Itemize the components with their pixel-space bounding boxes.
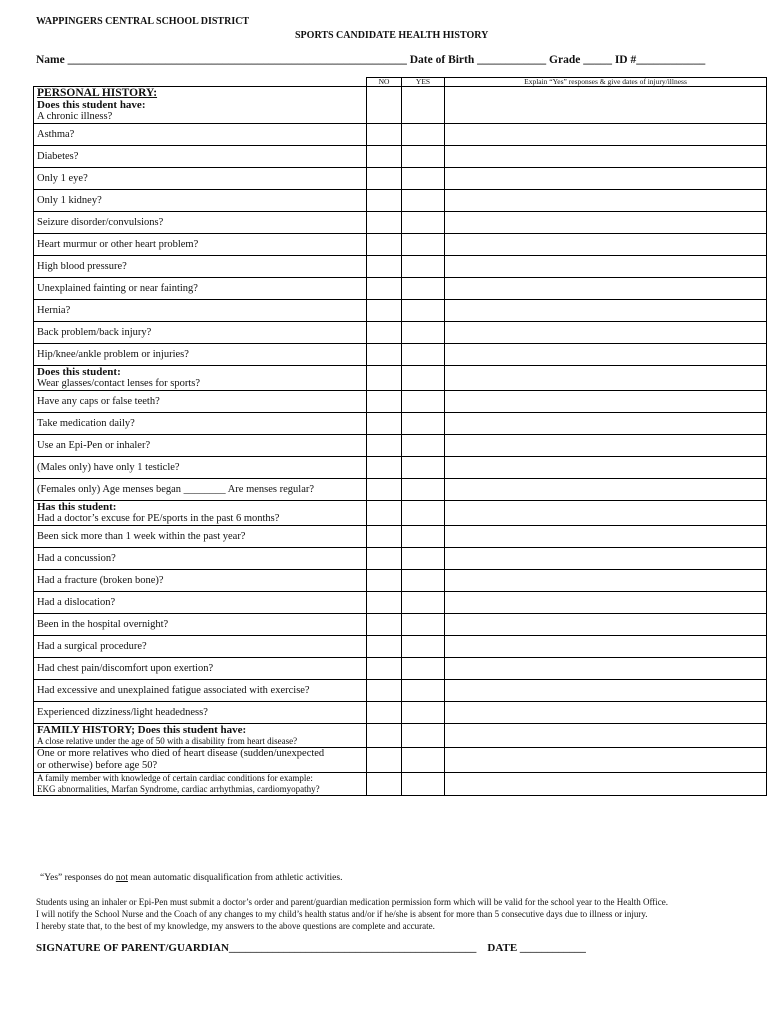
question-cell [34, 366, 367, 391]
explain-input-cell[interactable] [445, 344, 767, 366]
yes-checkbox-cell[interactable] [402, 124, 445, 146]
table-row [34, 190, 767, 212]
col-no-header: NO [367, 78, 402, 87]
question-text: Unexplained fainting or near fainting? [37, 282, 198, 294]
table-row [34, 570, 767, 592]
question-cell [34, 658, 367, 680]
yes-checkbox-cell[interactable] [402, 526, 445, 548]
dob-field[interactable]: ____________ [477, 54, 547, 66]
section-heading-personal: PERSONAL HISTORY: [37, 87, 158, 99]
table-row [34, 592, 767, 614]
table-row [34, 413, 767, 435]
question-cell [34, 168, 367, 190]
col-explain-header: Explain “Yes” responses & give dates of injury/illness [445, 78, 767, 87]
table-row [34, 479, 767, 501]
yes-checkbox-cell[interactable] [402, 702, 445, 724]
table-row [34, 773, 767, 796]
explain-input-cell[interactable] [445, 322, 767, 344]
table-row [34, 748, 767, 773]
yes-checkbox-cell[interactable] [402, 658, 445, 680]
question-cell [34, 748, 367, 773]
no-checkbox-cell[interactable] [367, 592, 402, 614]
explain-input-cell[interactable] [445, 168, 767, 190]
yes-checkbox-cell[interactable] [402, 479, 445, 501]
yes-checkbox-cell[interactable] [402, 457, 445, 479]
no-checkbox-cell[interactable] [367, 702, 402, 724]
no-checkbox-cell[interactable] [367, 570, 402, 592]
no-checkbox-cell[interactable] [367, 658, 402, 680]
explain-input-cell[interactable] [445, 592, 767, 614]
explain-input-cell[interactable] [445, 190, 767, 212]
grade-label: Grade [549, 54, 581, 66]
question-text: (Females only) Age menses began ________ Are menses regular? [37, 483, 315, 495]
explain-input-cell[interactable] [445, 773, 767, 796]
explain-input-cell[interactable] [445, 278, 767, 300]
no-checkbox-cell[interactable] [367, 300, 402, 322]
question-cell [34, 548, 367, 570]
accuracy-statement: I hereby state that, to the best of my knowledge, my answers to the above questions are complete and accurate. [36, 921, 435, 931]
yes-checkbox-cell[interactable] [402, 344, 445, 366]
no-checkbox-cell[interactable] [367, 168, 402, 190]
question-cell [34, 501, 367, 526]
question-cell [34, 124, 367, 146]
yes-checkbox-cell[interactable] [402, 570, 445, 592]
question-cell [34, 212, 367, 234]
question-cell [34, 435, 367, 457]
explain-input-cell[interactable] [445, 658, 767, 680]
explain-input-cell[interactable] [445, 87, 767, 124]
question-cell [34, 680, 367, 702]
no-checkbox-cell[interactable] [367, 124, 402, 146]
no-checkbox-cell[interactable] [367, 435, 402, 457]
yes-checkbox-cell[interactable] [402, 614, 445, 636]
dob-label: Date of Birth [409, 54, 475, 66]
notify-statement: I will notify the School Nurse and the Coach of any changes to my child’s health status and/or if he/she is absent for more than 5 consecutive days due to illness or injury. [36, 909, 648, 919]
yes-checkbox-cell[interactable] [402, 592, 445, 614]
question-text: Take medication daily? [37, 417, 135, 429]
section-heading-student: Does this student: [37, 366, 121, 378]
question-cell [34, 413, 367, 435]
no-checkbox-cell[interactable] [367, 146, 402, 168]
table-row [34, 724, 767, 748]
yes-checkbox-cell[interactable] [402, 300, 445, 322]
no-checkbox-cell[interactable] [367, 636, 402, 658]
explain-input-cell[interactable] [445, 724, 767, 748]
question-cell [34, 256, 367, 278]
table-row [34, 614, 767, 636]
explain-input-cell[interactable] [445, 413, 767, 435]
explain-input-cell[interactable] [445, 366, 767, 391]
explain-input-cell[interactable] [445, 212, 767, 234]
no-checkbox-cell[interactable] [367, 773, 402, 796]
section-heading-family: FAMILY HISTORY; Does this student have: [37, 724, 247, 736]
question-text: Wear glasses/contact lenses for sports? [37, 378, 201, 389]
section-heading-has: Has this student: [37, 501, 117, 513]
student-info-row [36, 54, 705, 66]
no-checkbox-cell[interactable] [367, 526, 402, 548]
question-cell [34, 614, 367, 636]
question-cell [34, 702, 367, 724]
header-blank-cell [34, 78, 367, 87]
question-text: Had a surgical procedure? [37, 640, 147, 652]
yes-checkbox-cell[interactable] [402, 190, 445, 212]
question-text: Have any caps or false teeth? [37, 395, 160, 407]
question-cell [34, 146, 367, 168]
question-text: Seizure disorder/convulsions? [37, 216, 164, 228]
question-cell [34, 636, 367, 658]
question-text: Been sick more than 1 week within the past year? [37, 530, 246, 542]
no-checkbox-cell[interactable] [367, 479, 402, 501]
table-row [34, 435, 767, 457]
explain-input-cell[interactable] [445, 256, 767, 278]
no-checkbox-cell[interactable] [367, 391, 402, 413]
question-cell [34, 391, 367, 413]
explain-input-cell[interactable] [445, 435, 767, 457]
no-checkbox-cell[interactable] [367, 548, 402, 570]
yes-checkbox-cell[interactable] [402, 391, 445, 413]
question-cell [34, 87, 367, 124]
explain-input-cell[interactable] [445, 614, 767, 636]
no-checkbox-cell[interactable] [367, 614, 402, 636]
yes-checkbox-cell[interactable] [402, 636, 445, 658]
explain-input-cell[interactable] [445, 702, 767, 724]
table-row [34, 457, 767, 479]
explain-input-cell[interactable] [445, 636, 767, 658]
no-checkbox-cell[interactable] [367, 457, 402, 479]
question-cell [34, 724, 367, 748]
question-text: Asthma? [37, 128, 75, 140]
explain-input-cell[interactable] [445, 548, 767, 570]
question-text: Had a dislocation? [37, 596, 116, 608]
no-checkbox-cell[interactable] [367, 87, 402, 124]
question-cell [34, 570, 367, 592]
health-history-table [33, 77, 767, 796]
question-text: Only 1 kidney? [37, 194, 102, 206]
no-checkbox-cell[interactable] [367, 190, 402, 212]
consent-paragraph [36, 896, 761, 932]
question-text: Had a doctor’s excuse for PE/sports in the past 6 months? [37, 513, 280, 524]
col-yes-header: YES [402, 78, 445, 87]
no-checkbox-cell[interactable] [367, 501, 402, 526]
no-checkbox-cell[interactable] [367, 234, 402, 256]
explain-input-cell[interactable] [445, 680, 767, 702]
table-row [34, 548, 767, 570]
explain-input-cell[interactable] [445, 391, 767, 413]
question-text: Only 1 eye? [37, 172, 88, 184]
table-row [34, 322, 767, 344]
table-row [34, 87, 767, 124]
table-row [34, 344, 767, 366]
table-row [34, 256, 767, 278]
section-subheading: Does this student have: [37, 99, 146, 111]
explain-input-cell[interactable] [445, 748, 767, 773]
question-text: (Males only) have only 1 testicle? [37, 461, 180, 473]
explain-input-cell[interactable] [445, 479, 767, 501]
table-row [34, 300, 767, 322]
question-text: or otherwise) before age 50? [37, 760, 158, 771]
table-row [34, 146, 767, 168]
no-checkbox-cell[interactable] [367, 724, 402, 748]
explain-input-cell[interactable] [445, 457, 767, 479]
no-checkbox-cell[interactable] [367, 748, 402, 773]
yes-checkbox-cell[interactable] [402, 748, 445, 773]
yes-checkbox-cell[interactable] [402, 366, 445, 391]
explain-input-cell[interactable] [445, 146, 767, 168]
yes-response-note: “Yes” responses do not mean automatic disqualification from athletic activities. [40, 873, 343, 883]
table-row [34, 234, 767, 256]
question-text: Had chest pain/discomfort upon exertion? [37, 662, 214, 674]
yes-checkbox-cell[interactable] [402, 773, 445, 796]
no-checkbox-cell[interactable] [367, 344, 402, 366]
no-checkbox-cell[interactable] [367, 413, 402, 435]
question-cell [34, 526, 367, 548]
yes-checkbox-cell[interactable] [402, 548, 445, 570]
table-row [34, 278, 767, 300]
table-row [34, 212, 767, 234]
no-checkbox-cell[interactable] [367, 680, 402, 702]
question-text: Hernia? [37, 304, 71, 316]
question-cell [34, 190, 367, 212]
question-cell [34, 479, 367, 501]
question-cell [34, 457, 367, 479]
explain-input-cell[interactable] [445, 570, 767, 592]
signature-field[interactable]: _____________________________________________ [228, 942, 477, 954]
question-text: One or more relatives who died of heart disease (sudden/unexpected [37, 748, 325, 759]
no-checkbox-cell[interactable] [367, 256, 402, 278]
yes-checkbox-cell[interactable] [402, 168, 445, 190]
question-text: Back problem/back injury? [37, 326, 152, 338]
no-checkbox-cell[interactable] [367, 366, 402, 391]
table-row [34, 636, 767, 658]
question-cell [34, 278, 367, 300]
grade-field[interactable]: _____ [583, 54, 612, 66]
question-text: Use an Epi-Pen or inhaler? [37, 439, 151, 451]
yes-checkbox-cell[interactable] [402, 322, 445, 344]
table-row [34, 526, 767, 548]
question-text: High blood pressure? [37, 260, 127, 272]
question-text: EKG abnormalities, Marfan Syndrome, cardiac arrhythmias, cardiomyopathy? [37, 784, 320, 794]
district-name: WAPPINGERS CENTRAL SCHOOL DISTRICT [36, 16, 250, 27]
question-text: Diabetes? [37, 150, 79, 162]
signature-label: SIGNATURE OF PARENT/GUARDIAN [36, 942, 229, 954]
question-cell [34, 234, 367, 256]
name-label: Name [36, 54, 65, 66]
yes-checkbox-cell[interactable] [402, 87, 445, 124]
question-text: Had a concussion? [37, 552, 116, 564]
question-text: A chronic illness? [37, 111, 113, 122]
explain-input-cell[interactable] [445, 124, 767, 146]
explain-input-cell[interactable] [445, 234, 767, 256]
yes-checkbox-cell[interactable] [402, 256, 445, 278]
question-cell [34, 322, 367, 344]
id-field[interactable]: ____________ [636, 54, 706, 66]
yes-checkbox-cell[interactable] [402, 146, 445, 168]
yes-checkbox-cell[interactable] [402, 278, 445, 300]
no-checkbox-cell[interactable] [367, 278, 402, 300]
yes-checkbox-cell[interactable] [402, 435, 445, 457]
question-text: Had excessive and unexplained fatigue associated with exercise? [37, 684, 310, 696]
explain-input-cell[interactable] [445, 526, 767, 548]
question-text: Been in the hospital overnight? [37, 618, 169, 630]
question-cell [34, 344, 367, 366]
table-row [34, 702, 767, 724]
explain-input-cell[interactable] [445, 501, 767, 526]
inhaler-statement: Students using an inhaler or Epi-Pen must submit a doctor’s order and parent/guardian medication permission form which will be valid for the school year to the Health Office. [36, 897, 669, 907]
question-cell [34, 592, 367, 614]
table-header-row [34, 78, 767, 87]
table-row [34, 658, 767, 680]
question-text: A close relative under the age of 50 with a disability from heart disease? [37, 736, 298, 746]
yes-checkbox-cell[interactable] [402, 212, 445, 234]
date-field[interactable]: ____________ [519, 942, 586, 954]
form-title: SPORTS CANDIDATE HEALTH HISTORY [295, 30, 489, 41]
no-checkbox-cell[interactable] [367, 212, 402, 234]
question-cell [34, 773, 367, 796]
question-text: A family member with knowledge of certain cardiac conditions for example: [37, 773, 313, 783]
table-row [34, 168, 767, 190]
question-text: Hip/knee/ankle problem or injuries? [37, 348, 189, 360]
table-row [34, 124, 767, 146]
table-row [34, 391, 767, 413]
question-cell [34, 300, 367, 322]
yes-checkbox-cell[interactable] [402, 680, 445, 702]
table-row [34, 501, 767, 526]
question-text: Experienced dizziness/light headedness? [37, 706, 208, 718]
table-row [34, 680, 767, 702]
id-label: ID # [614, 54, 637, 66]
question-text: Heart murmur or other heart problem? [37, 238, 199, 250]
date-label: DATE [487, 942, 518, 954]
yes-checkbox-cell[interactable] [402, 413, 445, 435]
yes-checkbox-cell[interactable] [402, 724, 445, 748]
name-field[interactable]: ___________________________________________________________ [67, 54, 407, 66]
yes-checkbox-cell[interactable] [402, 234, 445, 256]
explain-input-cell[interactable] [445, 300, 767, 322]
no-checkbox-cell[interactable] [367, 322, 402, 344]
table-row [34, 366, 767, 391]
question-text: Had a fracture (broken bone)? [37, 574, 164, 586]
yes-checkbox-cell[interactable] [402, 501, 445, 526]
signature-row [36, 942, 586, 954]
